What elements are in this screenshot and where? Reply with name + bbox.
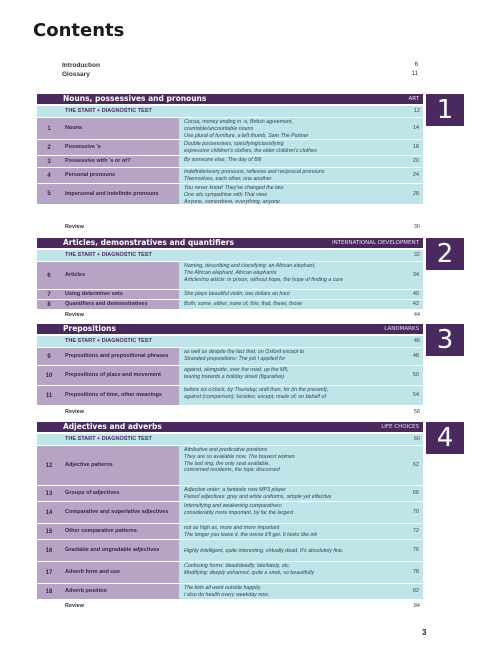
unit-4-review[interactable]: Review [65,603,84,609]
section-page: 20 [412,158,419,165]
section-example: concerned residents, the topic discussed [184,467,280,474]
section-number: 4 [47,172,51,179]
section-title: Other comparative patterns [65,528,137,534]
unit-1-start-page: 12 [413,108,420,114]
section-title: Adjective patterns [65,462,113,468]
unit-2-start[interactable] [37,250,423,261]
section-example: Stranded prepositions: The job I applied for [184,355,286,362]
section-page: 14 [412,125,419,132]
section-title: Possessive 's [65,144,101,150]
section-example: By someone else, The day of Bill [184,157,262,163]
section-title: Using determiner sets [65,291,123,297]
section-number: 13 [45,490,53,497]
section-example: The longer you leave it, the worse it'll get. It looks like ink [184,531,318,538]
section-page: 34 [412,272,419,279]
section-title: Prepositions and prepositional phrases [65,353,169,359]
section-example: Anyone, somewhere, everything, anyone [184,198,280,205]
section-page: 28 [412,190,419,197]
unit-3-tag: LANDMARKS [384,326,419,332]
section-5[interactable] [37,184,423,205]
section-title: Groups of adjectives [65,490,120,496]
section-page: 24 [412,172,419,179]
section-14[interactable] [37,502,423,524]
unit-1-review-page: 30 [413,224,420,230]
section-example: The African elephant, African elephants [184,269,277,276]
section-example: Confusing forms: dead/deadly, late/lately, etc. [184,563,291,569]
section-16[interactable] [37,540,423,562]
unit-2-title: Articles, demonstratives and quantifiers [63,238,234,247]
section-example: The kids all went outside happily. [184,585,262,591]
section-example: Double possessives, specifying/classifying [184,141,284,147]
section-title: Possessive with 's or of? [65,158,131,164]
unit-3-bar[interactable] [37,324,423,334]
section-number: 18 [45,588,53,595]
section-title: Adverb position [65,588,107,594]
unit-1-tag: ART [408,96,419,102]
unit-1-bar[interactable] [37,94,423,104]
section-example: tearing towards a holiday street (figurative) [184,373,285,380]
section-example: Articles/no article: in prison, without hope, the hope of finding a cure [184,276,343,283]
unit-2-tag: INTERNATIONAL DEVELOPMENT [332,240,419,246]
unit-3-start[interactable] [37,336,423,347]
section-number: 6 [47,272,51,279]
section-title: Comparative and superlative adjectives [65,509,169,515]
start-label: THE START + DIAGNOSTIC TEST [65,436,152,442]
glossary-page: 11 [411,71,418,77]
intro-label[interactable]: Introduction [62,62,100,69]
section-page: 82 [412,588,419,595]
section-title: Quantifiers and demonstratives [65,301,148,307]
section-10[interactable] [37,366,423,386]
section-example: You never know! They've changed the law. [184,185,285,191]
section-number: 8 [47,301,51,308]
section-2[interactable] [37,140,423,156]
section-number: 15 [45,528,53,535]
section-page: 42 [412,301,419,308]
section-example: Attributive and predicative positions [184,447,268,453]
start-label: THE START + DIAGNOSTIC TEST [65,338,152,344]
unit-2-bar[interactable] [37,238,423,248]
intro-page: 6 [414,62,418,68]
section-number: 7 [47,291,51,298]
unit-3-review[interactable]: Review [65,409,84,415]
section-example: considerably more important, by far the largest [184,509,294,516]
section-page: 66 [412,490,419,497]
section-example: expressive children's clothes, the elder children's clothes [184,147,317,154]
section-title: Personal pronouns [65,172,116,178]
section-example: She plays beautiful violin, two dollars an hour [184,291,290,297]
section-page: 54 [412,392,419,399]
unit-3-number: 3 [426,324,464,356]
section-title: Nouns [65,125,83,131]
section-page: 18 [412,144,419,151]
section-13[interactable] [37,486,423,502]
section-example: The last ring, the only seat available, [184,460,270,467]
unit-1-start[interactable] [37,106,423,117]
section-example: before six o'clock, by Thursday, until then, for (in the present), [184,387,329,393]
section-11[interactable] [37,386,423,406]
section-number: 1 [47,125,51,132]
page-title: Contents [33,20,125,41]
section-title: Impersonal and indefinite pronouns [65,190,159,197]
section-number: 12 [45,462,53,469]
section-example: Cocoa, money ending in -s, British agreement, [184,119,293,125]
section-example: against (comparison); besides; except, made of; on behalf of [184,393,326,400]
section-number: 17 [45,569,53,576]
unit-3-title: Prepositions [63,324,116,333]
unit-4-number: 4 [426,422,464,454]
section-example: Paired adjectives: grey and white uniforms, simple yet effective [184,493,332,500]
section-example: Indefinite/every pronouns, reflexive and reciprocal pronouns [184,169,325,175]
unit-1-title: Nouns, possessives and pronouns [63,94,207,103]
section-1[interactable] [37,118,423,140]
section-example: as well as despite the fact that, on Oxford except to [184,349,305,355]
section-title: Prepositions of place and movement [65,372,161,378]
section-page: 48 [412,353,419,360]
section-4[interactable] [37,168,423,184]
section-page: 62 [412,462,419,469]
section-example: Adjective order: a fantastic new MP3 player [184,487,286,493]
section-example: Both, some, either, none of, this, that, these, those [184,301,303,307]
section-page: 76 [412,547,419,554]
section-example: Intensifying and weakening comparatives: [184,503,283,509]
unit-2-start-page: 32 [413,252,420,258]
start-label: THE START + DIAGNOSTIC TEST [65,252,152,258]
section-7[interactable] [37,290,423,300]
section-page: 72 [412,528,419,535]
unit-2-number: 2 [426,238,464,270]
start-label: THE START + DIAGNOSTIC TEST [65,108,152,114]
section-title: Adverb form and use [65,569,121,575]
section-12[interactable] [37,446,423,486]
unit-4-start-page: 60 [413,436,420,442]
section-example: countable/uncountable nouns [184,125,254,132]
section-example: I also do health every weekday now. [184,591,270,598]
section-example: They are so available now. The bravest women [184,453,295,460]
section-title: Gradable and ungradable adjectives [65,547,160,553]
section-title: Prepositions of time, other meanings [65,392,162,398]
section-3[interactable] [37,156,423,168]
section-title: Articles [65,272,86,278]
section-example: Use plural of furniture, a left thumb, Sam The Partner [184,132,309,139]
section-example: Highly intelligent, quite interesting, virtually dead, It's absolutely fine. [184,547,344,554]
unit-2-review-page: 44 [413,312,420,318]
unit-4-tag: LIFE CHOICES [381,424,419,430]
unit-4-review-page: 84 [413,603,420,609]
unit-3-start-page: 46 [413,338,420,344]
unit-1-review[interactable]: Review [65,224,84,230]
section-page: 78 [412,569,419,576]
section-page: 50 [412,372,419,379]
section-number: 3 [47,158,51,165]
section-number: 2 [47,144,51,151]
section-15[interactable] [37,524,423,540]
unit-3-review-page: 58 [413,409,420,415]
section-number: 10 [45,372,53,379]
unit-4-bar[interactable] [37,422,423,432]
section-number: 14 [45,509,53,516]
section-number: 16 [45,547,53,554]
section-number: 9 [47,353,51,360]
page-folio: 3 [422,628,427,637]
unit-4-title: Adjectives and adverbs [63,422,162,431]
section-17[interactable] [37,562,423,584]
section-8[interactable] [37,300,423,310]
glossary-label[interactable]: Glossary [62,71,90,78]
section-page: 40 [412,291,419,298]
section-number: 11 [45,392,53,399]
section-example: Themselves, each other, one another [184,175,272,182]
section-example: Modifying: deeply ashamed, quite a snob, so beautifully [184,569,315,576]
section-example: One sits sympathise with That view. [184,191,268,198]
unit-2-review[interactable]: Review [65,312,84,318]
section-page: 70 [412,509,419,516]
section-example: not as high as, more and more important [184,525,280,531]
section-example: Naming, describing and classifying: an African elephant, [184,263,316,269]
section-example: against, alongside, over the road, up the M5, [184,367,289,373]
section-18[interactable] [37,584,423,600]
unit-4-start[interactable] [37,434,423,445]
section-number: 5 [47,191,51,197]
unit-1-number: 1 [426,94,464,126]
section-9[interactable] [37,348,423,366]
section-6[interactable] [37,262,423,290]
